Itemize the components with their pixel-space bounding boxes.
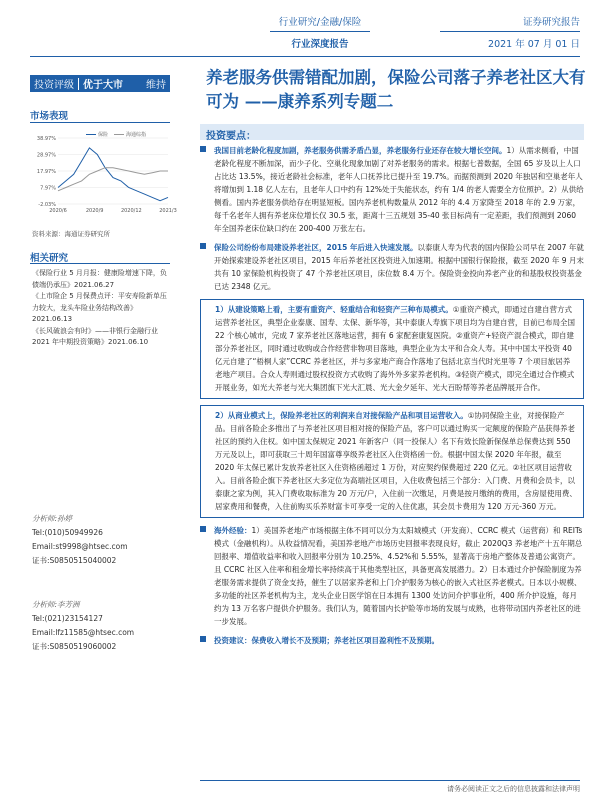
related-list — [32, 268, 172, 349]
point-insurers — [200, 241, 584, 293]
point-aging — [200, 144, 584, 235]
header-industry-block — [270, 14, 370, 50]
related-item[interactable]: 《长风破浪会有时》——非银行金融行业 2021 年中期投资策略》2021.06.10 — [32, 326, 158, 346]
market-performance-chart — [32, 126, 177, 216]
analyst-email[interactable]: Email:st9998@htsec.com — [32, 542, 128, 551]
x-tick-label: 2021/3 — [159, 208, 177, 214]
point-heading: 海外经验： — [214, 526, 252, 535]
x-tick-label: 2020/9 — [85, 208, 104, 214]
point-heading: 投资建议：保费收入增长不及预期；养老社区项目盈利性不及预期。 — [214, 636, 439, 645]
analyst-name: 分析师:孙婷 — [32, 514, 73, 523]
point-risk — [200, 634, 584, 647]
header-rule — [30, 56, 580, 57]
strategy-box — [200, 299, 584, 399]
analyst-tel: Tel:(010)50949926 — [32, 528, 103, 537]
legend-item-insurance: 保险 — [86, 131, 108, 138]
analyst-cert: 证书:S0850515040002 — [32, 556, 117, 565]
rating-action: 维持 — [146, 80, 166, 91]
point-overseas — [200, 524, 584, 628]
rating-label: 投资评级 — [34, 80, 74, 91]
header-org-block — [440, 14, 580, 50]
bullet-square-icon — [200, 636, 206, 642]
rating-bar — [30, 75, 170, 92]
header-industry: 行业研究/金融/保险 — [270, 14, 370, 32]
analyst-cert: 证书:S0850519060002 — [32, 642, 117, 651]
related-title: 相关研究 — [30, 253, 69, 264]
footer-rule — [200, 780, 580, 781]
related-item[interactable]: 《保险行业 5 月月报：健康险增速下降，负债端仍承压》2021.06.27 — [32, 269, 167, 289]
header-report-type: 行业深度报告 — [291, 39, 349, 50]
bullet-square-icon — [200, 243, 206, 249]
report-title: 养老服务供需错配加剧，保险公司落子养老社区大有可为 ——康养系列专题二 — [206, 68, 586, 111]
point-heading: 我国目前老龄化程度加剧，养老服务供需矛盾凸显，养老服务行业还存在较大增长空间。 — [214, 146, 507, 155]
header-org: 证券研究报告 — [440, 14, 580, 32]
analyst-card — [32, 512, 128, 568]
box-heading: 2）从商业模式上，保险养老社区的利润来自对接保险产品和项目运营收入。 — [215, 411, 468, 420]
point-body: 1）美国养老地产市场根据主体不同可以分为太阳城模式（开发商）、CCRC 模式（运营商）和 REITs 模式（金融机构）。从收益情况看，美国养老地产市场历史回报率表现良好，截止 2020Q3 养老地产十五年期总回报率、增值收益率和收入回报率分别为 10.25%、4.52%和 5.55%，显著高于房地产整体及普通公寓资产。且 CCRC 社区入住率和租金增长率持续高于其他类型社区，具备更高发展潜力。2）日本通过介护保险制度为养老服务需求提供了资金支持，催生了以居家养老和上门介护服务为核心的嵌入式社区养老模式。日本以小规模、多功能的社区养老机构为主，龙头企业日医学馆在日本拥有 1300 处访问介护事业所，400 所介护设施，每月约为 13 万名客户提供介护服务。我们认为，随着国内长护险等市场的发展与成熟，也将带动国内养老社区的进一步发展。 — [214, 526, 583, 626]
market-rule — [30, 122, 170, 123]
legend-item-index: 海通综指 — [114, 131, 146, 138]
rating-value: 优于大市 — [83, 80, 123, 91]
point-body: 1）从需求侧看，中国老龄化程度不断加深，而少子化、空巢化现象加剧了对养老服务的需求。根据七普数据，全国 65 岁及以上人口占比达 13.5%，接近老龄社会标准，老年人口抚养比已提升至 19.7%。而据预测到 2020 年独居和空巢老年人将增加到 1.18 亿人左右，且老年人口中约有 12%处于失能状态，约有 1/4 的老人需要全方位照护。2）从供给侧看。国内养老服务供给存在明显短板。国内养老机构数量从 2012 年的 4.4 万家降至 2018 年的 2.9 万家，每千名老年人拥有养老床位增长仅 30.5 张，距离十三五规划 35-40 张目标尚有一定差距，我们预测到 2060 年全国养老床位缺口约在 200-400 万张左右。 — [214, 146, 584, 233]
box-body: ①协同保险主业，对接保险产品。目前各险企多推出了与养老社区项目相对接的保险产品，客户可以通过购买一定额度的保险产品获得养老社区的预约入住权。如中国太保规定 2021 年新客户（同一投保人）名下有效长险新保保单总保费达到 550 万元及以上，即可获取三十周年国富尊享级养老社区入住资格函一份。根据中国太保 2020 年年报，截至 2020 年太保已累计发放养老社区入住资格函超过 1 万份，对应契约保费超过 220 亿元。②社区项目运营收入。目前各险企旗下养老社区大多定位为高端社区项目，入住收费包括三个部分：入门费、月费和会员卡，以泰康之家为例，其入门费收取标准为 20 万元/户，入住前一次缴足，月费是按月缴纳的费用，含房屋使用费、居家费用和餐费，入住前购买乐养财富卡可享受一定的入住优惠，其会员卡费用为 120 万元-360 万元。 — [215, 411, 577, 511]
y-tick-label: 7.97% — [40, 185, 56, 192]
box-heading: 1）从建设策略上看，主要有重资产、轻重结合和轻资产三种布局模式。 — [215, 305, 453, 314]
related-rule — [30, 263, 170, 264]
footer-disclaimer: 请务必阅读正文之后的信息披露和法律声明 — [447, 785, 580, 793]
analyst-tel: Tel:(021)23154127 — [32, 614, 103, 623]
market-title: 市场表现 — [30, 111, 69, 122]
point-heading: 保险公司纷纷布局建设养老社区，2015 年后进入快速发展。 — [214, 243, 418, 252]
bullet-square-icon — [200, 146, 206, 152]
highlights-label: 投资要点： — [206, 131, 256, 142]
x-tick-label: 2020/6 — [49, 208, 67, 214]
analyst-email[interactable]: Email:lfz11585@htsec.com — [32, 628, 135, 637]
series-line-保险 — [58, 148, 168, 201]
business-model-box — [200, 405, 584, 518]
highlights-header — [200, 124, 584, 140]
box-body: ①重资产模式，即通过自建自营方式运营养老社区，典型企业泰康、国寿、太保、新华等，其中泰康人寿旗下项目均为自建自营，目前已布局全国 22 个核心城市，完成 7 家养老社区落地运营，拥有 6 家配套康复医院。②重资产+轻资产混合模式，即自建部分养老社区，同时通过收购或合作经营非物项目落地，典型企业为太平和合众人寿。其中中国太平投资 40 亿元自建了“梧桐人家”CCRC 养老社区，并与多家地产商合作落地了包括北京当代时光里等 7 个项目旅居养老地产项目。合众人寿则通过股权投资方式收购了海外外多家养老机构。③轻资产模式，即完全通过合作模式开展业务，如光大养老与光大集团旗下光大汇晨、光大金夕延年、光大百盼帮等养老品牌展开合作。 — [215, 305, 575, 392]
analyst-card — [32, 598, 134, 654]
header-date: 2021 年 07 月 01 日 — [488, 39, 580, 50]
y-tick-label: 28.97% — [36, 152, 56, 159]
analyst-name: 分析师:李芳洲 — [32, 600, 80, 609]
x-tick-label: 2020/12 — [120, 208, 142, 214]
chart-source: 资料来源：海通证券研究所 — [32, 230, 110, 238]
point-body: 以泰康人寿为代表的国内保险公司早在 2007 年就开始探索建设养老社区项目，2015 年后养老社区投资进入加速期。根据中国银行保险报，截至 2020 年 9 月末共有 10 家保险机构投资了 47 个养老社区项目，床位数 8.4 万个。保险资金投向养老产业的和基股权投资基金已达 2348 亿元。 — [214, 243, 584, 291]
related-item[interactable]: 《上市险企 5 月保费点评：平安寿险新单压力较大，龙头车险业务结构改善》2021.06.13 — [32, 292, 167, 323]
main-content — [200, 144, 584, 653]
y-tick-label: -2.03% — [38, 202, 56, 208]
y-tick-label: 38.97% — [36, 136, 56, 142]
bullet-square-icon — [200, 526, 206, 532]
y-tick-label: 17.97% — [36, 169, 56, 175]
